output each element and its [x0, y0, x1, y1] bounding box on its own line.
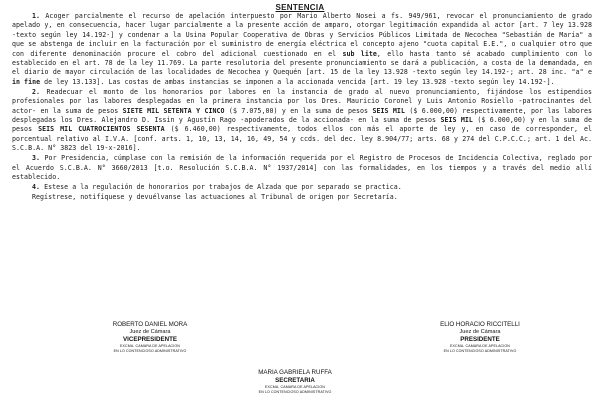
amount-text: SEIS MIL CUATROCIENTOS SESENTA	[38, 125, 165, 134]
signer-court: EXCMA. CAMARA DE APELACION	[120, 344, 180, 348]
paragraph-text: de ley 13.133]. Las costas de ambas instancias se imponen a la accionada vencida [art. 19 ley 13.928 -texto según ley 14.192-].	[40, 77, 555, 86]
paragraph-2	[12, 88, 592, 154]
signer-court-division: EN LO CONTENCIOSO ADMINISTRATIVO	[443, 349, 517, 353]
emphasis-text: sub lite	[342, 49, 377, 58]
signer-court: EXCMA. CAMARA DE APELACION	[265, 385, 325, 389]
signer-title: VICEPRESIDENTE	[123, 336, 177, 343]
signature-block-president	[400, 321, 560, 354]
closing-paragraph: Regístrese, notifíquese y devuélvanse las actuaciones al Tribunal de origen por Secretaría.	[32, 193, 398, 202]
paragraph-number: 4.	[32, 182, 41, 191]
signer-role: Juez de Cámara	[459, 329, 501, 335]
signer-name: ROBERTO DANIEL MORA	[112, 321, 188, 328]
signer-role: Juez de Cámara	[129, 329, 171, 335]
paragraph-text: ($ 6.000,00) respectivamente, por las labores desplegadas los Dres. Alejandro D. Issin y Agustín Rago -apoderados de la accionada- en la suma de pesos	[12, 106, 592, 124]
signer-court: EXCMA. CAMARA DE APELACION	[450, 344, 510, 348]
paragraph-number: 1.	[32, 12, 41, 20]
paragraph-text: Readecuar el monto de los honorarios por labores en la instancia de grado al nuevo pronunciamiento, fijándose los estipendios profesionales por las labores desplegadas en la primera instancia por los Dres. Mauricio Coronel y Luis Antonio Rosiello -patrocinantes del actor- en la suma de pesos	[12, 87, 592, 115]
paragraph-4	[12, 183, 592, 192]
signer-name: ELIO HORACIO RICCITELLI	[440, 321, 520, 328]
paragraph-number: 2.	[32, 87, 41, 96]
paragraph-3	[12, 154, 592, 182]
signer-title: SECRETARIA	[275, 377, 315, 384]
amount-text: SIETE MIL SETENTA Y CINCO	[122, 106, 225, 115]
document-heading: SENTENCIA	[275, 3, 325, 12]
paragraph-text: ($ 6.000,00) y en la suma de pesos	[12, 115, 592, 134]
paragraph-1	[12, 12, 592, 87]
signer-name: MARIA GABRIELA RUFFA	[258, 369, 332, 376]
paragraph-text: ($ 6.460,00) respectivamente, todos ellos con más el aporte de ley y, en caso de corresponder, el porcentual relativo al I.V.A. [conf. arts. 1, 10, 13, 14, 16, 49, 54 y ccds. del dec. ley 8.904/77; arts. 68 y 274 del C.P.C.C.; art. 1 del Ac. S.C.B.A. N° 3823 del 19-x-2016].	[12, 125, 592, 153]
emphasis-text: in fine	[12, 77, 41, 86]
paragraph-text: , ello hasta tanto sé acabado cumplimiento con lo establecido en el art. 78 de la ley 11.769. La parte resolutoria del presente pronunciamiento se dará a publicación, a costa de la demandada, en el diario de mayor circulación de las localidades de Necochea y Quequén [art. 15 de la ley 13.928 -texto según ley 14.192-; art. 28 inc. "a" e	[12, 49, 592, 77]
signature-block-vicepresident	[70, 321, 230, 354]
paragraph-text: Acoger parcialmente el recurso de apelación interpuesto por Mario Alberto Nosei a fs. 949/961, revocar el pronunciamiento de grado apelado y, en consecuencia, hacer lugar parcialmente a la presente acción de amparo, otorgar legitimación expandida al actor [art. 7 ley 13.928 -texto según ley 14.192-] y condenar a la Usina Popular Cooperativa de Obras y Servicios Públicos Limitada de Necochea "Sebastián de María" a que se abstenga de incluir en la facturación por el suministro de energía eléctrica el concepto ajeno "cuota capital E.E.", o cualquier otro que con diferente denominación procure el cobro del adicional cuestionado en el	[12, 12, 592, 58]
amount-text: SEIS MIL	[440, 115, 473, 124]
signer-court-division: EN LO CONTENCIOSO ADMINISTRATIVO	[258, 390, 332, 394]
paragraph-text: ($ 7.075,00) y en la suma de pesos	[224, 106, 373, 115]
paragraph-text: Estese a la regulación de honorarios por trabajos de Alzada que por separado se practica.	[40, 182, 402, 191]
amount-text: SEIS MIL	[372, 106, 405, 115]
paragraph-number: 3.	[32, 154, 41, 163]
sentence-body	[12, 12, 592, 203]
signature-block-secretary	[215, 369, 375, 395]
paragraph-text: Por Presidencia, cúmplase con la remisión de la información requerida por el Registro de Procesos de Incidencia Colectiva, reglado por el Acuerdo S.C.B.A. N° 3660/2013 [t.o. Resolución S.C.B.A. N° 1937/2014] con las formalidades, en los tiempos y a través del medio allí establecido.	[12, 154, 592, 181]
signer-court-division: EN LO CONTENCIOSO ADMINISTRATIVO	[113, 349, 187, 353]
signer-title: PRESIDENTE	[460, 336, 500, 343]
